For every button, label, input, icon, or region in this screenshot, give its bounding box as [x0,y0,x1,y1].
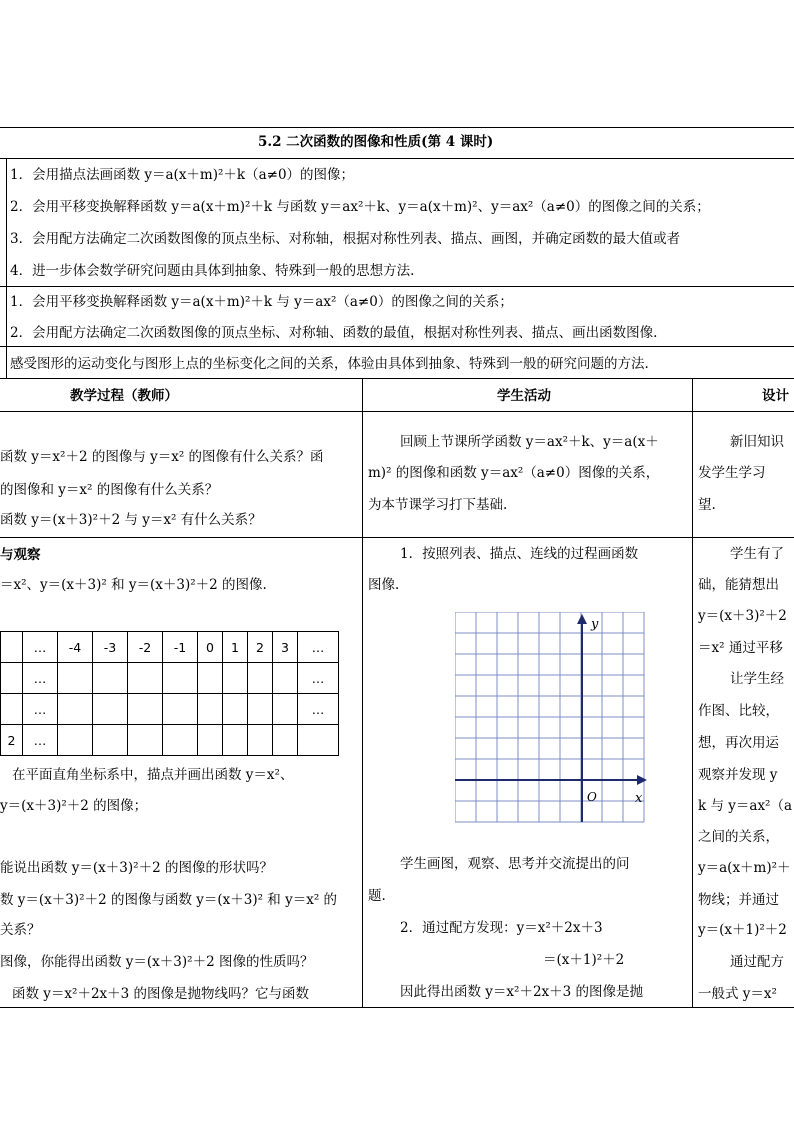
table-cell [198,694,223,725]
table-cell [248,694,273,725]
table-cell [298,725,339,756]
table-cell [198,725,223,756]
row2-design-line9: k 与 y＝ax²（a [698,798,793,814]
objective-2: 2．会用平移变换解释函数 y＝a(x＋m)²＋k 与函数 y＝ax²＋k、y＝a(x＋m)²、y＝ax²（a≠0）的图像之间的关系； [10,199,710,215]
table-cell: … [23,632,58,663]
value-table [0,631,339,756]
row2-student-line6: ＝(x＋1)²＋2 [543,952,625,968]
value-table-row [1,694,339,725]
row2-design-line2: 础，能猜想出 [698,577,779,593]
value-table-header-row [1,632,339,663]
row1-bottom-border [0,537,794,538]
table-cell [93,663,128,694]
table-cell [58,725,93,756]
table-cell: -4 [58,632,93,663]
row1-teacher-line3: 函数 y＝(x＋3)²＋2 与 y＝x² 有什么关系？ [0,512,262,528]
table-cell [128,725,163,756]
row2-design-line8: 观察并发现 y [698,767,778,783]
row2-teacher-after-5: 关系？ [0,922,41,938]
header-design: 设计 [762,388,789,404]
header-bottom-border [0,411,794,412]
row2-design-line5: 让学生经 [730,671,784,687]
table-cell [223,663,248,694]
table-cell: 0 [198,632,223,663]
table-cell: … [23,725,58,756]
row2-design-line3: y＝(x＋3)²＋2 [698,608,787,624]
table-cell [1,632,23,663]
table-cell [58,663,93,694]
table-bottom-border [0,1007,794,1008]
objective-3: 3．会用配方法确定二次函数图像的顶点坐标、对称轴，根据对称性列表、描点、画图，并确定函数的最大值或者 [10,231,681,247]
y-axis-arrow [577,614,587,624]
row2-design-line12: 物线；并通过 [698,892,779,908]
table-cell [163,725,198,756]
row2-teacher-after-3: 能说出函数 y＝(x＋3)²＋2 的图像的形状吗？ [0,860,273,876]
table-cell [128,694,163,725]
row2-student-line7: 因此得出函数 y＝x²＋2x＋3 的图像是抛 [400,984,644,1000]
row1-student-line3: 为本节课学习打下基础. [368,497,508,513]
row1-student-line1: 回顾上节课所学函数 y＝ax²＋k、y＝a(x＋ [400,434,659,450]
table-cell [1,694,23,725]
row2-student-line2: 图像. [368,577,400,593]
page-title: 5.2 二次函数的图像和性质(第 4 课时) [258,134,494,150]
table-cell: 2 [1,725,23,756]
col-divider-2 [692,378,693,1007]
row2-design-line4: ＝x² 通过平移 [698,640,783,656]
objectives-bottom-border [0,286,794,287]
row2-design-line15: 一般式 y＝x² [698,986,777,1002]
table-cell [1,663,23,694]
table-cell [163,694,198,725]
row2-design-line6: 作图、比较， [698,703,779,719]
table-cell: 2 [248,632,273,663]
keypoints-bottom-border [0,346,794,347]
row2-student-line3: 学生画图，观察、思考并交流提出的问 [400,856,630,872]
table-cell [93,694,128,725]
header-student: 学生活动 [497,388,551,404]
table-cell [248,725,273,756]
table-cell: … [298,694,339,725]
row1-teacher-line1: 函数 y＝x²＋2 的图像与 y＝x² 的图像有什么关系？函 [0,449,324,465]
row2-teacher-after-1: 在平面直角坐标系中，描点并画出函数 y＝x²、 [12,767,294,783]
row1-design-line2: 发学生学习 [698,465,766,481]
emotion-goal: 感受图形的运动变化与图形上点的坐标变化之间的关系，体验由具体到抽象、特殊到一般的研究问题的方法. [10,356,649,372]
objective-1: 1．会用描点法画函数 y＝a(x＋m)²＋k（a≠0）的图像； [10,167,355,183]
emotion-bottom-border [0,378,794,379]
table-cell [248,663,273,694]
row2-teacher-after-2: y＝(x＋3)²＋2 的图像； [0,798,148,814]
coordinate-grid [455,612,651,824]
table-cell [273,663,298,694]
key-point-1: 1．会用平移变换解释函数 y＝a(x＋m)²＋k 与 y＝ax²（a≠0）的图像之间的关系； [10,294,513,310]
row2-teacher-after-7: 函数 y＝x²＋2x＋3 的图像是抛物线吗？它与函数 [12,986,310,1002]
table-cell: … [298,663,339,694]
table-cell: -2 [128,632,163,663]
table-cell [128,663,163,694]
x-axis-label: x [635,791,643,806]
row2-teacher-after-6: 图像，你能得出函数 y＝(x＋3)²＋2 图像的性质吗？ [0,954,314,970]
row2-design-line14: 通过配方 [730,954,784,970]
table-cell: … [23,694,58,725]
row2-teacher-heading: 与观察 [0,547,41,563]
objective-4: 4．进一步体会数学研究问题由具体到抽象、特殊到一般的思想方法. [10,263,415,279]
row2-teacher-line1: ＝x²、y＝(x＋3)² 和 y＝(x＋3)²＋2 的图像. [0,577,267,593]
row2-student-line5: 2．通过配方发现：y＝x²＋2x＋3 [400,920,603,936]
col-divider-1 [362,378,363,1007]
table-cell: … [298,632,339,663]
table-cell: … [23,663,58,694]
table-cell [223,725,248,756]
row2-design-line10: 之间的关系， [698,829,779,845]
table-cell: 3 [273,632,298,663]
table-cell [273,725,298,756]
row2-design-line11: y＝a(x＋m)²＋ [698,860,791,876]
table-cell: -3 [93,632,128,663]
table-cell [163,663,198,694]
table-cell [93,725,128,756]
y-axis-label: y [591,617,599,632]
table-cell [58,694,93,725]
row1-teacher-line2: 的图像和 y＝x² 的图像有什么关系？ [0,482,219,498]
table-top-border [0,127,794,128]
key-point-2: 2．会用配方法确定二次函数图像的顶点坐标、对称轴、函数的最值，根据对称性列表、描点、画出函数图像. [10,325,658,341]
table-cell [223,694,248,725]
table-cell [198,663,223,694]
table-cell [273,694,298,725]
table-cell: 1 [223,632,248,663]
grid-lines [455,612,644,822]
left-inner-border [6,158,7,378]
x-axis-arrow [637,775,647,785]
row1-student-line2: m)² 的图像和函数 y＝ax²（a≠0）图像的关系， [368,465,660,481]
value-table-row [1,725,339,756]
origin-label: O [587,790,597,804]
row2-design-line13: y＝(x＋1)²＋2 [698,922,787,938]
title-bottom-border [0,158,794,159]
row1-design-line1: 新旧知识 [730,434,784,450]
header-teacher: 教学过程（教师） [70,388,178,404]
table-cell: -1 [163,632,198,663]
row2-student-line1: 1．按照列表、描点、连线的过程画函数 [400,546,639,562]
row2-design-line7: 想，再次用运 [698,735,779,751]
row2-design-line1: 学生有了 [730,546,784,562]
value-table-row [1,663,339,694]
row2-student-line4: 题. [368,888,386,904]
row2-teacher-after-4: 数 y＝(x＋3)²＋2 的图像与函数 y＝(x＋3)² 和 y＝x² 的 [0,892,338,908]
row1-design-line3: 望. [698,497,716,513]
